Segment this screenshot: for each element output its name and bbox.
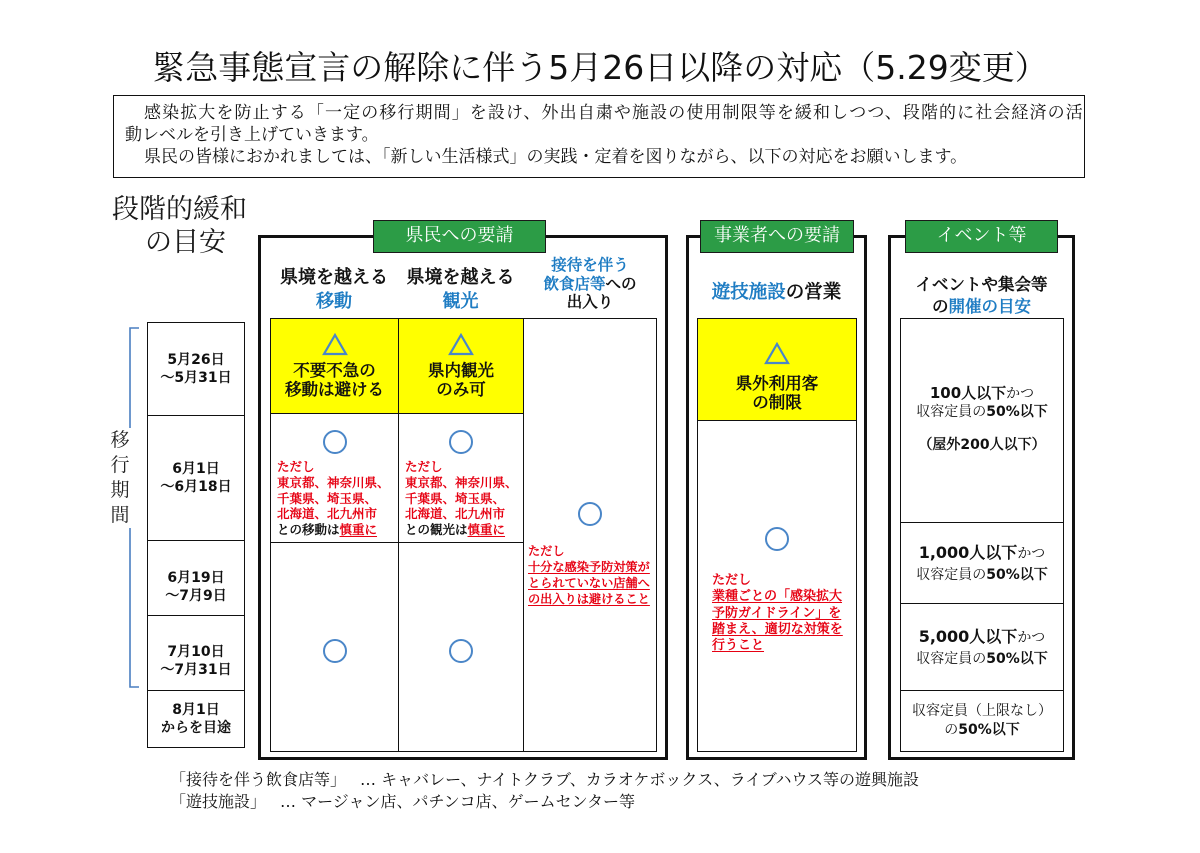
business-panel-label: 事業者への要請 [700, 220, 854, 253]
period-box-4 [147, 615, 245, 691]
event-capacity-line [901, 565, 1063, 586]
events-grid [900, 318, 1064, 752]
note-lead: ただし [712, 573, 752, 588]
event-limit: 100人以下 [929, 384, 1007, 402]
citizens-panel [258, 225, 668, 760]
hospitality-column-header [523, 256, 657, 312]
period-end: ～6月18日 [160, 479, 232, 495]
circle-icon [448, 429, 474, 455]
tourism-stage1-text [399, 361, 523, 399]
move-header-line-2: 移動 [316, 291, 352, 312]
footnote-desc: … マージャン店、パチンコ店、ゲームセンター等 [280, 792, 636, 811]
period-box-1 [147, 322, 245, 416]
period-end: ～7月9日 [165, 588, 227, 604]
move-stage1-line-2: 移動は避ける [285, 380, 384, 399]
move-stage2-cell [270, 413, 399, 543]
event-capacity-line [901, 721, 1063, 740]
events-header-emphasis: 開催の目安 [948, 297, 1031, 316]
intro-line-2: 動レベルを引き上げていきます。 [125, 125, 379, 145]
events-panel [888, 225, 1075, 760]
note-line: 十分な感染予防対策が [528, 560, 650, 574]
events-column-header [888, 274, 1075, 318]
event-conj: かつ [1006, 386, 1035, 402]
hospitality-header-particle: への [605, 274, 637, 293]
event-limit-line [901, 626, 1063, 649]
side-heading-line-2: の目安 [145, 227, 226, 258]
events-panel-label: イベント等 [905, 220, 1058, 253]
note-line: 北海道、北九州市 [405, 506, 506, 522]
business-stage1-cell [697, 318, 857, 421]
business-header-term: 遊技施設 [711, 282, 786, 303]
events-row-2-text [901, 542, 1063, 586]
period-box-5 [147, 690, 245, 748]
note-line [405, 522, 518, 538]
events-row-3-text [901, 626, 1063, 670]
note-line: 東京都、神奈川県、 [277, 474, 390, 490]
circle-icon [322, 429, 348, 455]
note-lead: ただし [277, 459, 315, 474]
triangle-icon [448, 333, 474, 356]
event-capacity-line [901, 649, 1063, 670]
hospitality-header-line-1: 接待を伴う [551, 256, 629, 274]
move-stage3-cell [270, 542, 399, 752]
event-limit-line [901, 542, 1063, 565]
triangle-icon [764, 342, 790, 365]
note-line: 踏まえ、適切な対策を [712, 621, 843, 637]
business-grid [697, 318, 857, 752]
hospitality-header-line-2 [523, 275, 657, 294]
footnote-2 [170, 791, 635, 813]
tourism-stage2-cell [398, 413, 524, 543]
event-limit: 収容定員（上限なし） [912, 703, 1052, 719]
tourism-stage2-note [405, 459, 518, 538]
business-column-header [686, 281, 867, 305]
intro-line-1: 感染拡大を防止する「一定の移行期間」を設け、外出自粛や施設の使用制限等を緩和しつつ、段階的に社会経済の活 [144, 103, 1084, 123]
footnote-desc: … キャバレー、ナイトクラブ、カラオケボックス、ライブハウス等の遊興施設 [360, 770, 920, 789]
events-row-3 [900, 603, 1064, 691]
business-note [712, 573, 843, 654]
hospitality-header-term: 飲食店等 [543, 274, 606, 293]
hospitality-cell [523, 318, 657, 752]
period-box-3 [147, 540, 245, 616]
note-line: 千葉県、埼玉県、 [405, 490, 506, 506]
event-capacity-line [901, 403, 1063, 421]
tourism-column-header [398, 266, 523, 314]
events-header-line-2 [888, 296, 1075, 318]
period-start: 8月1日 [172, 702, 220, 718]
period-end: ～7月31日 [160, 662, 232, 678]
note-line: 業種ごとの「感染拡大 [712, 589, 843, 605]
event-cap: 50%以下 [986, 567, 1048, 583]
event-limit: 5,000人以下 [918, 627, 1018, 646]
circle-icon [322, 638, 348, 664]
hospitality-header-line-3: 出入り [566, 293, 614, 311]
note-tail: との観光は [405, 522, 468, 537]
note-tail: との移動は [277, 522, 340, 537]
period-start: 6月19日 [167, 570, 225, 586]
intro-line-3: 県民の皆様におかれましては、「新しい生活様式」の実践・定着を図りながら、以下の対応をお願いします。 [144, 147, 968, 167]
note-line: 東京都、神奈川県、 [405, 474, 518, 490]
footnote-term: 「遊技施設」 [170, 792, 267, 811]
business-stage1-line-1: 県外利用客 [735, 374, 819, 393]
note-lead: ただし [528, 544, 565, 558]
event-cap-prefix: 収容定員の [916, 651, 987, 667]
tourism-stage1-cell [398, 318, 524, 414]
events-row-4-text [901, 702, 1063, 740]
footnote-1 [170, 769, 919, 791]
event-conj: かつ [1017, 630, 1046, 646]
move-header-line-1: 県境を越える [280, 267, 388, 288]
business-header-suffix: の営業 [785, 282, 842, 303]
events-row-1-text [901, 384, 1063, 421]
events-row-2 [900, 522, 1064, 604]
event-limit-line [901, 384, 1063, 403]
circle-icon [448, 638, 474, 664]
business-panel [686, 225, 867, 760]
event-cap-prefix: 収容定員の [916, 567, 987, 583]
note-line: 行うこと [712, 638, 765, 654]
transition-period-label: 移行期間 [110, 429, 130, 526]
intro-box [113, 95, 1085, 178]
event-cap: 50%以下 [986, 651, 1048, 667]
events-header-prefix: の [932, 297, 949, 316]
triangle-icon [322, 333, 348, 356]
circle-icon [577, 501, 603, 527]
move-stage2-note [277, 459, 390, 538]
footnote-term: 「接待を伴う飲食店等」 [170, 770, 347, 789]
period-end: ～5月31日 [160, 370, 232, 386]
event-conj: かつ [1017, 546, 1046, 562]
events-row-1 [900, 318, 1064, 523]
event-cap: 50%以下 [958, 722, 1020, 738]
circle-icon [764, 526, 790, 552]
period-start: 6月1日 [172, 461, 220, 477]
period-start: 7月10日 [167, 644, 225, 660]
tourism-header-line-2: 観光 [442, 291, 479, 312]
period-end: からを目途 [161, 720, 231, 736]
event-cap-prefix: の [944, 722, 959, 738]
period-bracket-line [130, 328, 139, 687]
note-line: 予防ガイドライン」を [712, 605, 842, 621]
move-column-header [270, 266, 398, 314]
note-line: とられていない店舗へ [528, 576, 650, 590]
note-line: 北海道、北九州市 [277, 506, 378, 522]
event-extra: （屋外200人以下） [918, 437, 1046, 453]
note-emphasis: 慎重に [467, 522, 506, 537]
move-stage1-text [271, 361, 398, 399]
events-row-4 [900, 690, 1064, 752]
citizens-panel-label: 県民への要請 [373, 220, 546, 253]
page-title: 緊急事態宣言の解除に伴う5月26日以降の対応（5.29変更） [152, 48, 1048, 87]
note-lead: ただし [405, 459, 443, 474]
business-stage2-cell [697, 420, 857, 752]
note-line: 千葉県、埼玉県、 [277, 490, 378, 506]
note-line: の出入りは避けること [528, 592, 650, 606]
tourism-stage1-line-2: のみ可 [436, 380, 486, 399]
note-line [277, 522, 390, 538]
hospitality-note [528, 543, 650, 607]
citizens-grid [270, 318, 657, 752]
tourism-stage3-cell [398, 542, 524, 752]
note-emphasis: 慎重に [339, 522, 378, 537]
event-limit: 1,000人以下 [918, 543, 1018, 562]
move-stage1-cell [270, 318, 399, 414]
business-stage1-text [698, 374, 856, 412]
business-stage1-line-2: の制限 [752, 393, 802, 412]
tourism-header-line-1: 県境を越える [406, 267, 515, 288]
event-cap: 50%以下 [986, 404, 1048, 420]
period-box-2 [147, 415, 245, 541]
event-cap-prefix: 収容定員の [916, 404, 987, 420]
tourism-stage1-line-1: 県内観光 [428, 361, 494, 380]
move-stage1-line-1: 不要不急の [293, 361, 376, 380]
events-header-line-1: イベントや集会等 [915, 275, 1048, 294]
side-heading-line-1: 段階的緩和 [112, 194, 247, 225]
period-start: 5月26日 [167, 352, 225, 368]
